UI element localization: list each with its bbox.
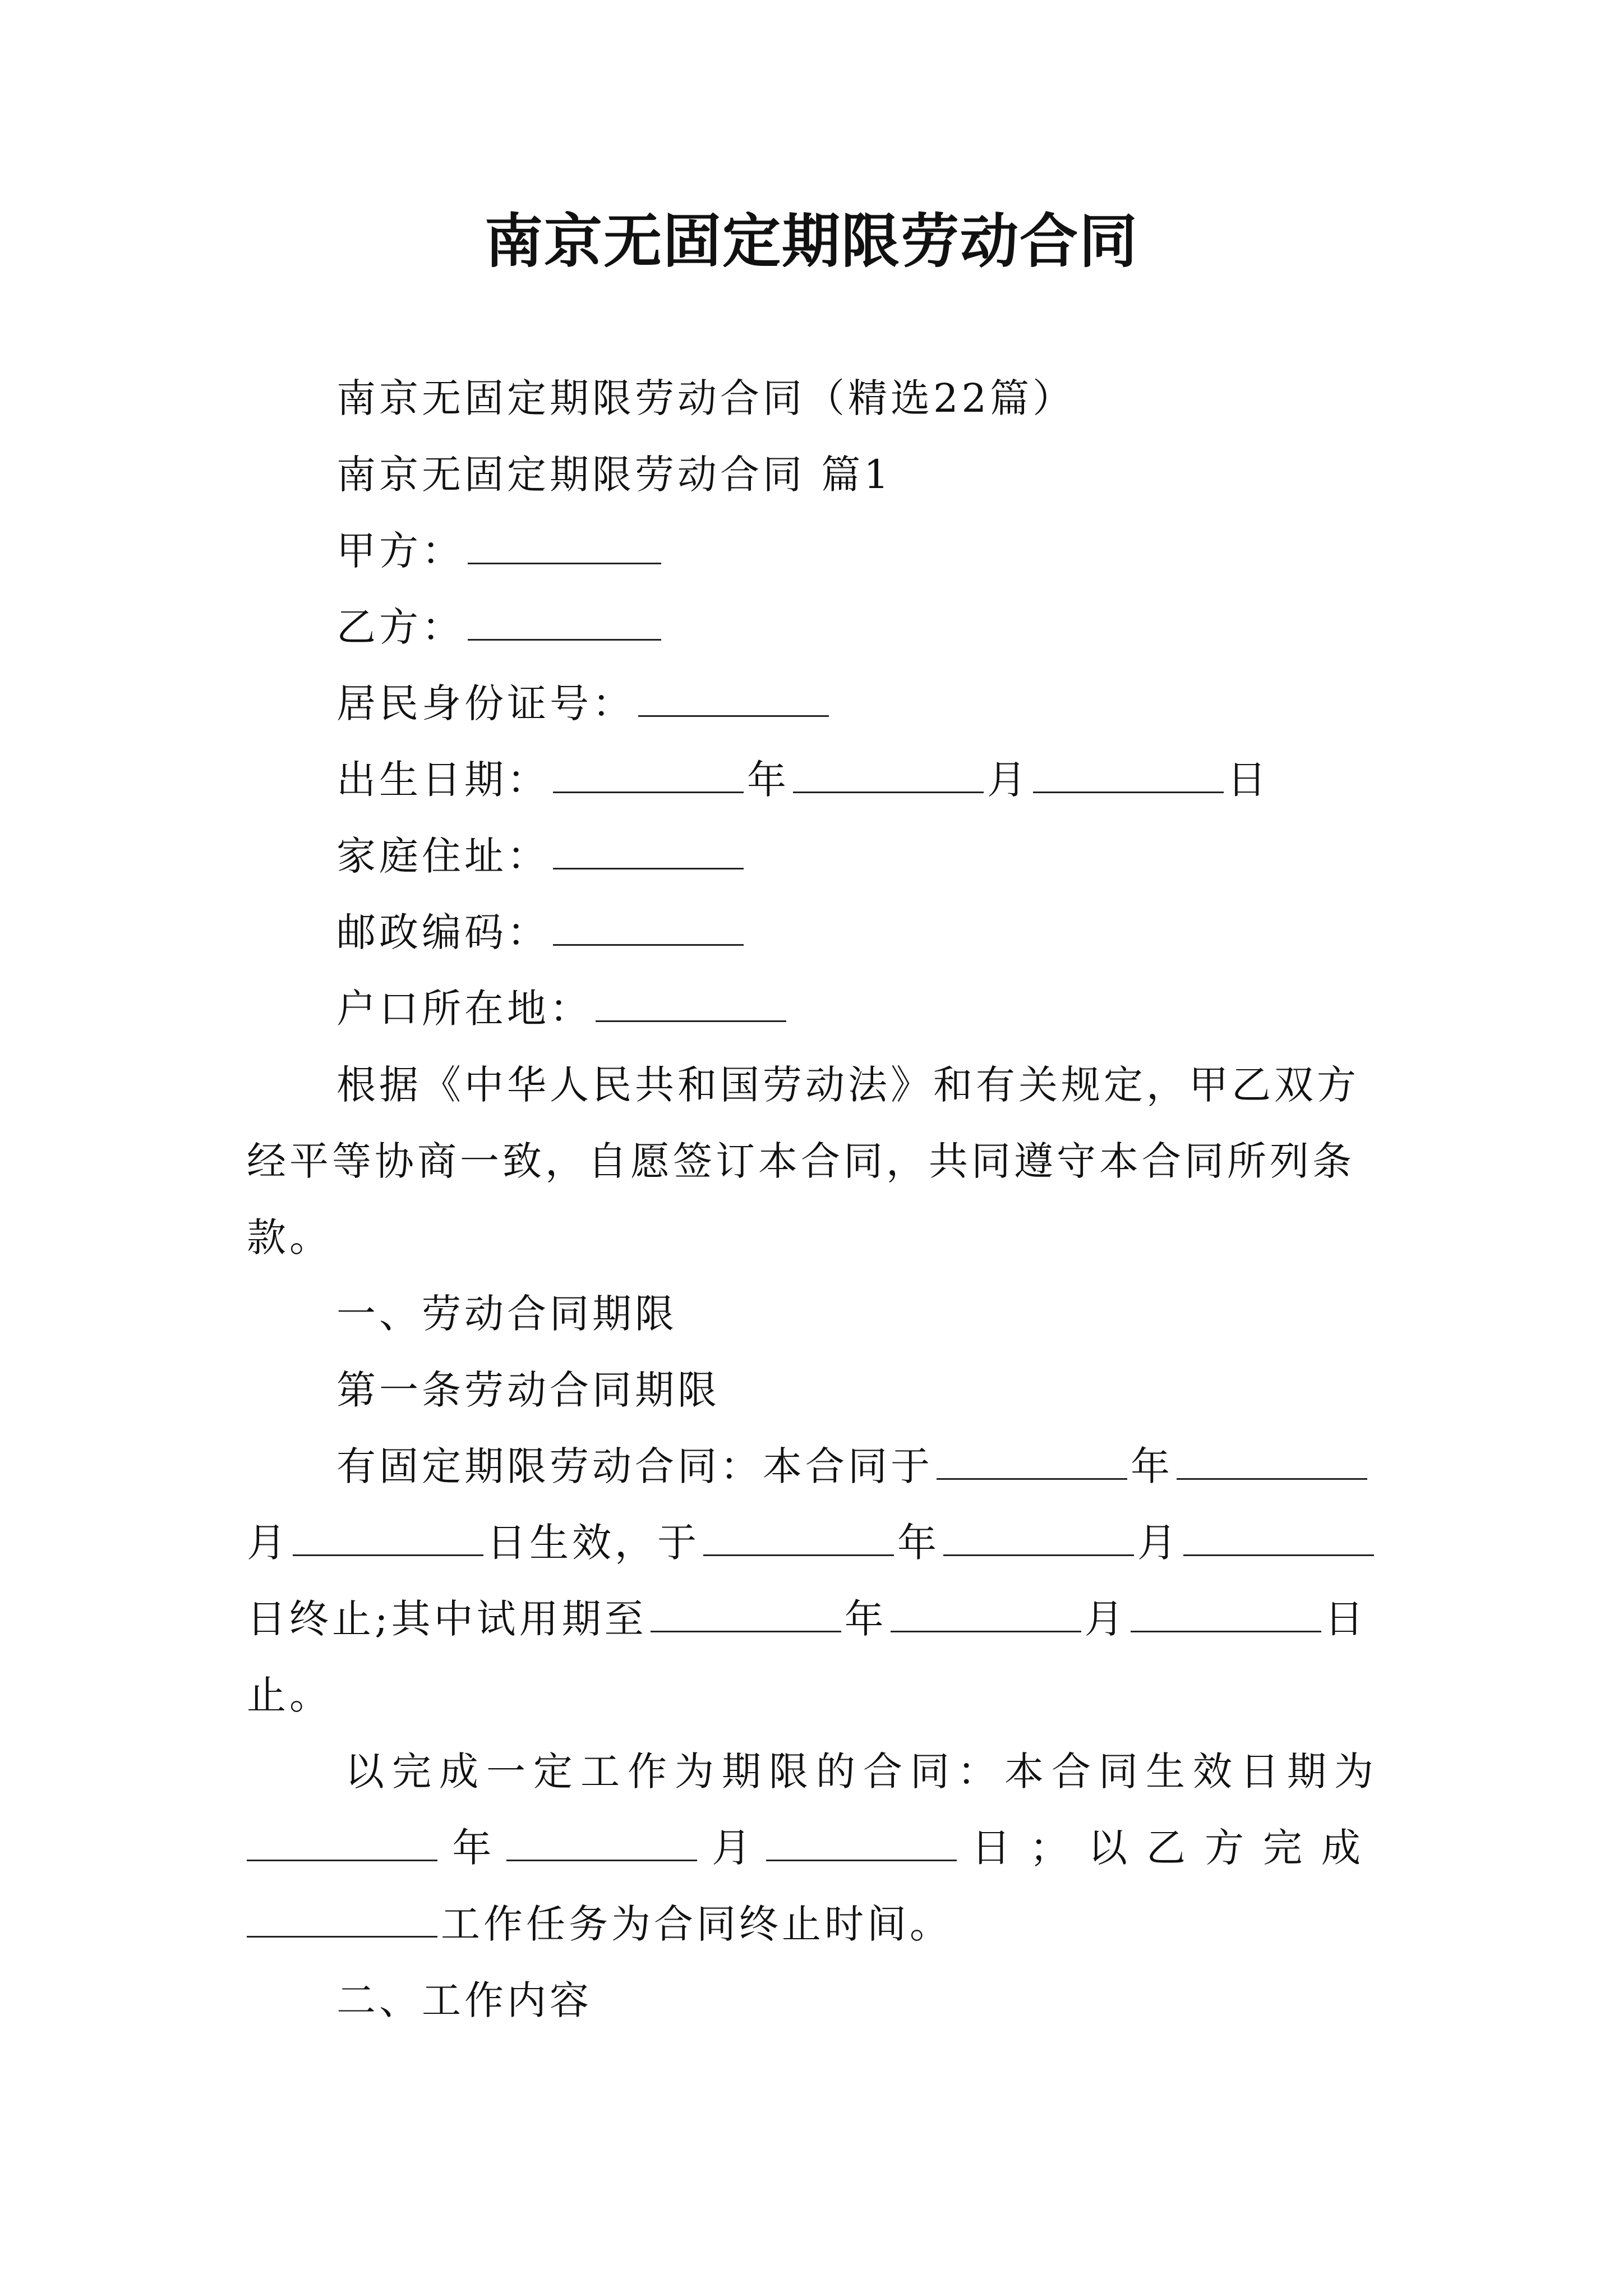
party-a-line bbox=[336, 523, 665, 579]
task-contract-line-1: 以完成一定工作为期限的合同：本合同生效日期为 bbox=[345, 1749, 1381, 1795]
probation-day-blank bbox=[1131, 1597, 1321, 1632]
postal-code-blank bbox=[553, 910, 744, 946]
probation-year-blank bbox=[651, 1597, 841, 1632]
intro-paragraph-line-2: 经平等协商一致，自愿签订本合同，共同遵守本合同所列条 bbox=[247, 1138, 1355, 1184]
fixed-term-line-3 bbox=[247, 1591, 1367, 1647]
postal-code-label: 邮政编码： bbox=[336, 909, 550, 955]
start-year-blank bbox=[937, 1444, 1127, 1480]
id-number-line bbox=[336, 675, 832, 731]
party-b-label: 乙方： bbox=[336, 604, 464, 650]
end-year-blank bbox=[703, 1521, 894, 1556]
home-address-line bbox=[336, 828, 747, 884]
fixed-term-line-4: 止。 bbox=[247, 1672, 332, 1718]
task-month-blank bbox=[506, 1826, 697, 1861]
task-end-text: 工作任务为合同终止时间。 bbox=[441, 1901, 952, 1947]
month-text: 月 bbox=[247, 1520, 289, 1566]
effective-text: 日生效，于 bbox=[487, 1520, 700, 1566]
fixed-term-label: 有固定期限劳动合同：本合同于 bbox=[336, 1443, 933, 1489]
year-text: 年 bbox=[897, 1520, 940, 1566]
party-a-blank bbox=[468, 529, 661, 564]
task-day-blank bbox=[766, 1826, 957, 1861]
party-b-blank bbox=[468, 605, 661, 641]
day-text: 日 bbox=[1324, 1596, 1367, 1642]
birth-date-label: 出生日期： bbox=[336, 757, 550, 803]
id-number-blank bbox=[638, 682, 829, 717]
fixed-term-line-1 bbox=[336, 1438, 1371, 1494]
end-day-blank bbox=[1183, 1521, 1374, 1556]
id-number-label: 居民身份证号： bbox=[336, 680, 635, 726]
year-text: 年 bbox=[1131, 1443, 1173, 1489]
birth-month-blank bbox=[793, 758, 984, 793]
year-text: 年 bbox=[452, 1825, 492, 1871]
task-contract-line-2 bbox=[247, 1820, 1380, 1876]
year-text: 年 bbox=[844, 1596, 887, 1642]
month-text: 月 bbox=[1084, 1596, 1127, 1642]
task-content-blank bbox=[247, 1902, 437, 1938]
chapter-1-heading: 一、劳动合同期限 bbox=[336, 1291, 677, 1337]
section-heading: 南京无固定期限劳动合同 篇1 bbox=[336, 452, 892, 498]
postal-code-line bbox=[336, 904, 747, 960]
task-year-blank bbox=[247, 1826, 437, 1861]
fixed-term-line-2 bbox=[247, 1515, 1377, 1571]
terminate-probation-text: 日终止;其中试用期至 bbox=[247, 1596, 647, 1642]
article-1-heading: 第一条劳动合同期限 bbox=[336, 1367, 720, 1413]
party-b-line bbox=[336, 599, 665, 655]
start-day-blank bbox=[293, 1521, 483, 1556]
start-month-blank bbox=[1177, 1444, 1367, 1480]
year-text: 年 bbox=[747, 757, 790, 803]
day-text: 日 bbox=[1227, 757, 1270, 803]
intro-paragraph-line-1: 根据《中华人民共和国劳动法》和有关规定，甲乙双方 bbox=[336, 1062, 1359, 1108]
household-register-label: 户口所在地： bbox=[336, 986, 592, 1032]
birth-day-blank bbox=[1033, 758, 1224, 793]
home-address-label: 家庭住址： bbox=[336, 833, 550, 879]
household-register-line bbox=[336, 981, 790, 1037]
party-a-label: 甲方： bbox=[336, 528, 464, 574]
birth-year-blank bbox=[553, 758, 744, 793]
chapter-2-heading: 二、工作内容 bbox=[336, 1977, 592, 2023]
document-subtitle: 南京无固定期限劳动合同（精选22篇） bbox=[336, 375, 1076, 421]
household-register-blank bbox=[596, 987, 786, 1022]
document-title: 南京无固定期限劳动合同 bbox=[484, 206, 1138, 275]
task-contract-line-3 bbox=[247, 1896, 952, 1952]
month-text: 月 bbox=[987, 757, 1030, 803]
intro-paragraph-line-3: 款。 bbox=[247, 1214, 332, 1260]
birth-date-line bbox=[336, 752, 1270, 808]
month-text: 月 bbox=[712, 1825, 751, 1871]
home-address-blank bbox=[553, 834, 744, 869]
end-month-blank bbox=[943, 1521, 1134, 1556]
month-text: 月 bbox=[1137, 1520, 1180, 1566]
task-day-separator-text: 日；以乙方完成 bbox=[971, 1825, 1380, 1871]
probation-month-blank bbox=[891, 1597, 1081, 1632]
